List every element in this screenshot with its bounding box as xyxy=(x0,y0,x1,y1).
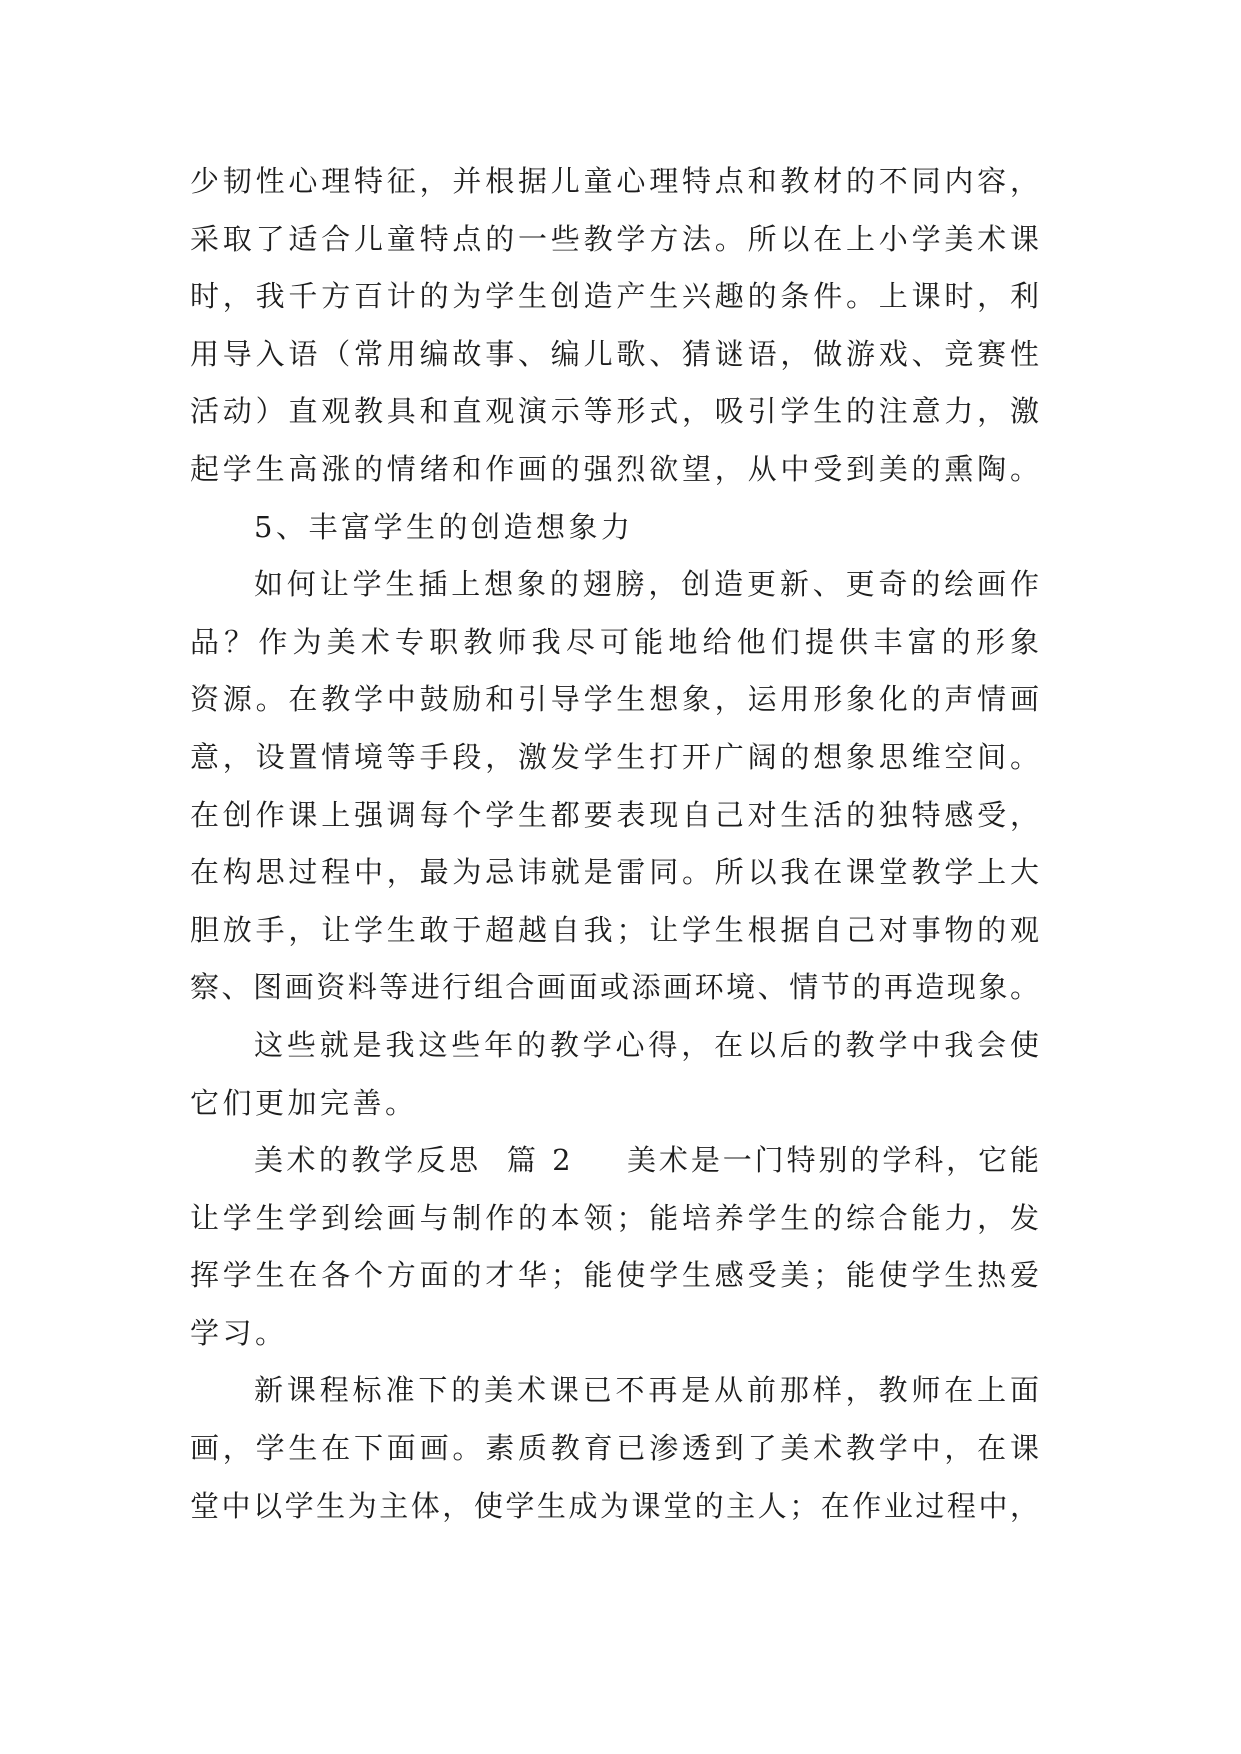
text-line: 活动）直观教具和直观演示等形式，吸引学生的注意力，激 xyxy=(190,394,1039,429)
document-body xyxy=(190,153,1039,1535)
text-line: 意，设置情境等手段，激发学生打开广阔的想象思维空间。 xyxy=(190,739,1039,774)
paragraph xyxy=(190,153,1039,499)
text-line: 这些就是我这些年的教学心得，在以后的教学中我会使 xyxy=(254,1027,1039,1062)
section-heading: 美术的教学反思 篇 2 xyxy=(254,1143,575,1178)
text-line: 在创作课上强调每个学生都要表现自己对生活的独特感受， xyxy=(190,797,1039,832)
paragraph xyxy=(190,1017,1039,1132)
text-line: 察、图画资料等进行组合画面或添画环境、情节的再造现象。 xyxy=(190,970,1039,1005)
text-line: 资源。在教学中鼓励和引导学生想象，运用形象化的声情画 xyxy=(190,682,1039,717)
text-line: 让学生学到绘画与制作的本领；能培养学生的综合能力，发 xyxy=(190,1200,1039,1235)
text-line: 新课程标准下的美术课已不再是从前那样，教师在上面 xyxy=(254,1373,1039,1408)
paragraph xyxy=(190,1362,1039,1535)
text-line: 美术是一门特别的学科，它能 xyxy=(627,1143,1039,1178)
text-line: 品？作为美术专职教师我尽可能地给他们提供丰富的形象 xyxy=(190,624,1039,659)
text-line: 挥学生在各个方面的才华；能使学生感受美；能使学生热爱 xyxy=(190,1258,1039,1293)
text-line: 画，学生在下面画。素质教育已渗透到了美术教学中，在课 xyxy=(190,1431,1039,1466)
subheading: 5、丰富学生的创造想象力 xyxy=(254,509,634,544)
text-line: 采取了适合儿童特点的一些教学方法。所以在上小学美术课 xyxy=(190,221,1039,256)
paragraph xyxy=(190,1132,1039,1362)
text-line: 时，我千方百计的为学生创造产生兴趣的条件。上课时，利 xyxy=(190,279,1039,314)
text-line: 胆放手，让学生敢于超越自我；让学生根据自己对事物的观 xyxy=(190,912,1039,947)
paragraph xyxy=(190,556,1039,1017)
text-line: 少韧性心理特征，并根据儿童心理特点和教材的不同内容， xyxy=(190,164,1039,198)
section-heading-line xyxy=(190,1132,1039,1190)
text-line: 用导入语（常用编故事、编儿歌、猜谜语，做游戏、竞赛性 xyxy=(190,336,1039,371)
text-line: 堂中以学生为主体，使学生成为课堂的主人；在作业过程中， xyxy=(190,1488,1039,1523)
text-line: 它们更加完善。 xyxy=(190,1085,418,1120)
text-line: 在构思过程中，最为忌讳就是雷同。所以我在课堂教学上大 xyxy=(190,855,1039,890)
text-line: 起学生高涨的情绪和作画的强烈欲望，从中受到美的熏陶。 xyxy=(190,451,1039,486)
text-line: 如何让学生插上想象的翅膀，创造更新、更奇的绘画作 xyxy=(254,567,1039,602)
text-line: 学习。 xyxy=(190,1315,288,1350)
